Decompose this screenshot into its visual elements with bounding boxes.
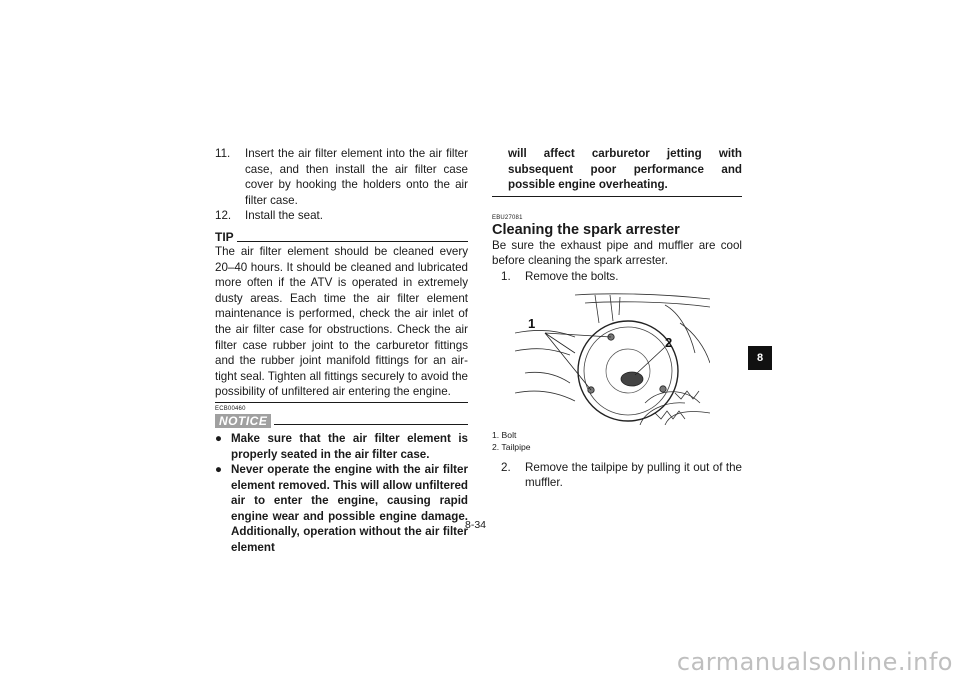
step-text: Insert the air filter element into the air filter case, and then install the air filter case cover by hooking the holders onto the air filter case. <box>245 147 468 207</box>
step-number: 11. <box>215 147 231 160</box>
notice-heading <box>215 414 468 428</box>
caption-bolt: 1. Bolt <box>492 429 517 440</box>
tip-label: TIP <box>215 229 234 244</box>
step-number: 2. <box>501 460 511 474</box>
notice-bullet-1 <box>215 431 468 462</box>
step-text: Install the seat. <box>245 209 323 223</box>
notice-badge: NOTICE <box>215 414 271 428</box>
tip-body: The air filter element should be cleaned every 20–40 hours. It should be cleaned and lubricated more often if the ATV is operated in extremely dusty areas. Each time the air filter element maintenance is performed, check the air inlet of the air filter case for obstructions. Check the air filter case rubber joint to the carburetor fittings and the rubber joint manifold fittings for an air-tight seal. Tighten all fittings securely to avoid the possibility of unfiltered air entering the engine. <box>215 244 468 399</box>
section-intro: Be sure the exhaust pipe and muffler are cool before cleaning the spark arrester. <box>492 238 742 268</box>
step-2 <box>501 460 742 491</box>
tip-heading <box>215 231 468 244</box>
caption-tailpipe: 2. Tailpipe <box>492 441 531 452</box>
notice-bullet-text: Make sure that the air filter element is properly seated in the air filter case. <box>231 431 468 461</box>
bullet-dot-icon: ● <box>215 431 223 445</box>
page-number: 8-34 <box>465 519 487 531</box>
notice-continued: will affect carburetor jetting with subsequent poor performance and possible engine overheating. <box>508 147 742 192</box>
step-number: 1. <box>501 269 511 283</box>
notice-code: ECB00460 <box>215 405 246 412</box>
tip-rule <box>237 241 468 242</box>
tip-end-rule <box>215 402 468 403</box>
section-title: Cleaning the spark arrester <box>492 221 680 238</box>
notice-rule <box>274 416 468 425</box>
step-1 <box>501 269 742 285</box>
chapter-tab: 8 <box>748 346 772 370</box>
left-column <box>215 146 468 556</box>
callout-2: 2 <box>665 334 673 350</box>
notice-bullet-2 <box>215 462 468 556</box>
step-number: 12. <box>215 209 232 223</box>
notice-end-rule <box>492 196 742 197</box>
spark-arrester-figure <box>515 293 710 425</box>
muffler-illustration <box>515 293 710 425</box>
right-column <box>492 146 742 491</box>
bullet-dot-icon: ● <box>215 463 223 477</box>
step-11 <box>215 146 468 208</box>
section-code: EBU27081 <box>492 214 523 221</box>
callout-1: 1 <box>528 315 536 331</box>
watermark: carmanualsonline.info <box>676 648 953 676</box>
step-text: Remove the tailpipe by pulling it out of the muffler. <box>525 460 742 490</box>
step-12 <box>215 208 468 224</box>
notice-bullet-text: Never operate the engine with the air filter element removed. This will allow unfiltered air to enter the engine, causing rapid engine wear and possible engine damage. Additionally, operation without the air filter element <box>231 463 468 555</box>
step-text: Remove the bolts. <box>525 269 619 283</box>
